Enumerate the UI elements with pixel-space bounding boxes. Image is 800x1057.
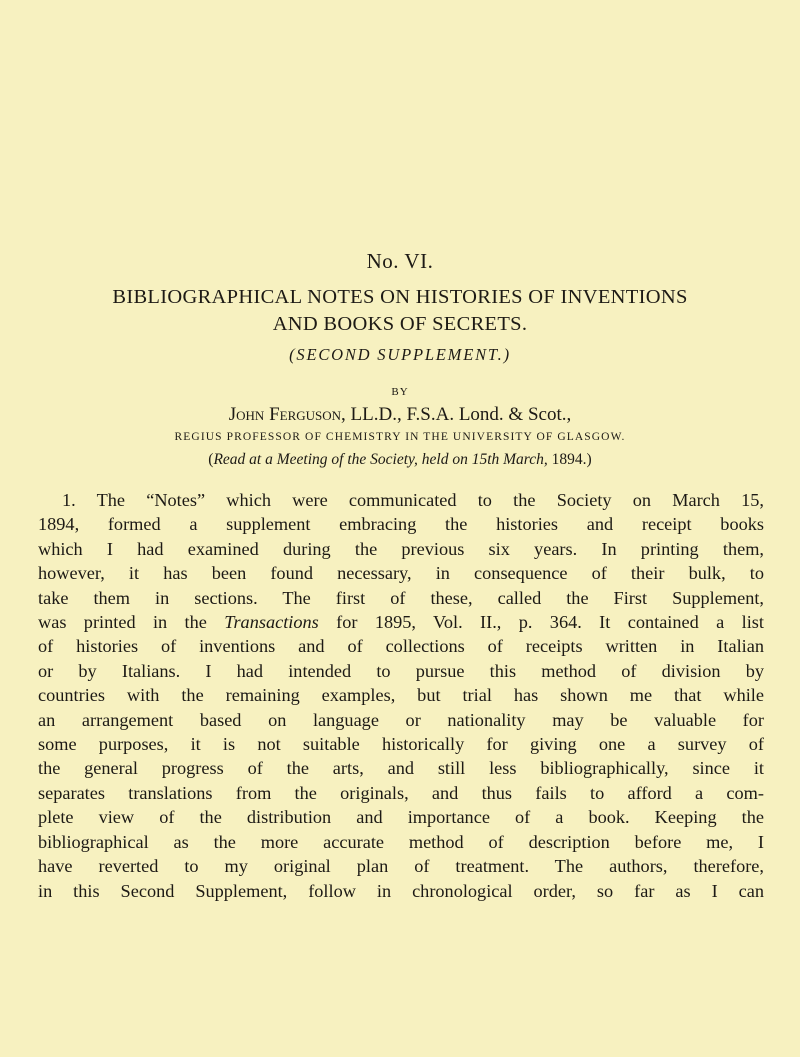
transactions-title: Transactions: [224, 612, 319, 633]
body-paragraph: [38, 488, 764, 903]
body-line-6: [38, 610, 764, 634]
body-line-16: have reverted to my original plan of treatment. The authors, therefore,: [38, 856, 764, 877]
body-line-6-end: for 1895, Vol. II., p. 364. It contained a list: [318, 612, 764, 633]
body-line-14: plete view of the distribution and importance of a book. Keeping the: [38, 807, 764, 828]
body-line-15: bibliographical as the more accurate method of description before me, I: [38, 831, 764, 852]
body-line-8: or by Italians. I had intended to pursue this method of division by: [38, 660, 764, 681]
title-line-2: AND BOOKS OF SECRETS.: [272, 313, 528, 335]
reading-open-paren: (: [208, 451, 214, 468]
paper-title: [36, 284, 764, 338]
body-line-10: an arrangement based on language or nationality may be valuable for: [38, 709, 764, 730]
body-line-9: countries with the remaining examples, but trial has shown me that while: [38, 685, 764, 706]
body-line-6-start: was printed in the: [38, 612, 225, 633]
author-affiliation: REGIUS PROFESSOR OF CHEMISTRY IN THE UNIVERSITY OF GLASGOW.: [174, 431, 626, 443]
body-line-3: which I had examined during the previous six years. In printing them,: [38, 538, 764, 559]
author-line: [36, 404, 764, 426]
body-line-12: the general progress of the arts, and still less bibliographically, since it: [38, 758, 764, 779]
author-name: John Ferguson,: [228, 404, 346, 425]
title-line-1: BIBLIOGRAPHICAL NOTES ON HISTORIES OF INVENTIONS: [112, 286, 688, 308]
author-degrees: LL.D., F.S.A. Lond. & Scot.,: [350, 404, 572, 425]
paper-number: No. VI.: [366, 249, 434, 273]
document-page: [36, 0, 764, 1057]
body-line-1: 1. The “Notes” which were communicated to the Society on March 15,: [62, 490, 764, 510]
body-line-7: of histories of inventions and of collections of receipts written in Italian: [38, 636, 764, 657]
body-line-4: however, it has been found necessary, in consequence of their bulk, to: [38, 563, 764, 584]
body-line-2: 1894, formed a supplement embracing the histories and receipt books: [38, 514, 764, 535]
body-line-13: separates translations from the originals, and thus fails to afford a com-: [38, 782, 764, 803]
reading-date: 1894.): [547, 451, 592, 468]
body-line-11: some purposes, it is not suitable historically for giving one a survey of: [38, 734, 764, 755]
body-line-17: in this Second Supplement, follow in chronological order, so far as I can: [38, 880, 764, 901]
reading-note: [36, 451, 764, 469]
reading-italic: Read at a Meeting of the Society, held on 15th March,: [213, 451, 548, 468]
body-line-5: take them in sections. The first of these, called the First Supplement,: [38, 587, 764, 608]
byline-label: BY: [391, 386, 409, 398]
paper-subtitle: (SECOND SUPPLEMENT.): [289, 345, 511, 364]
